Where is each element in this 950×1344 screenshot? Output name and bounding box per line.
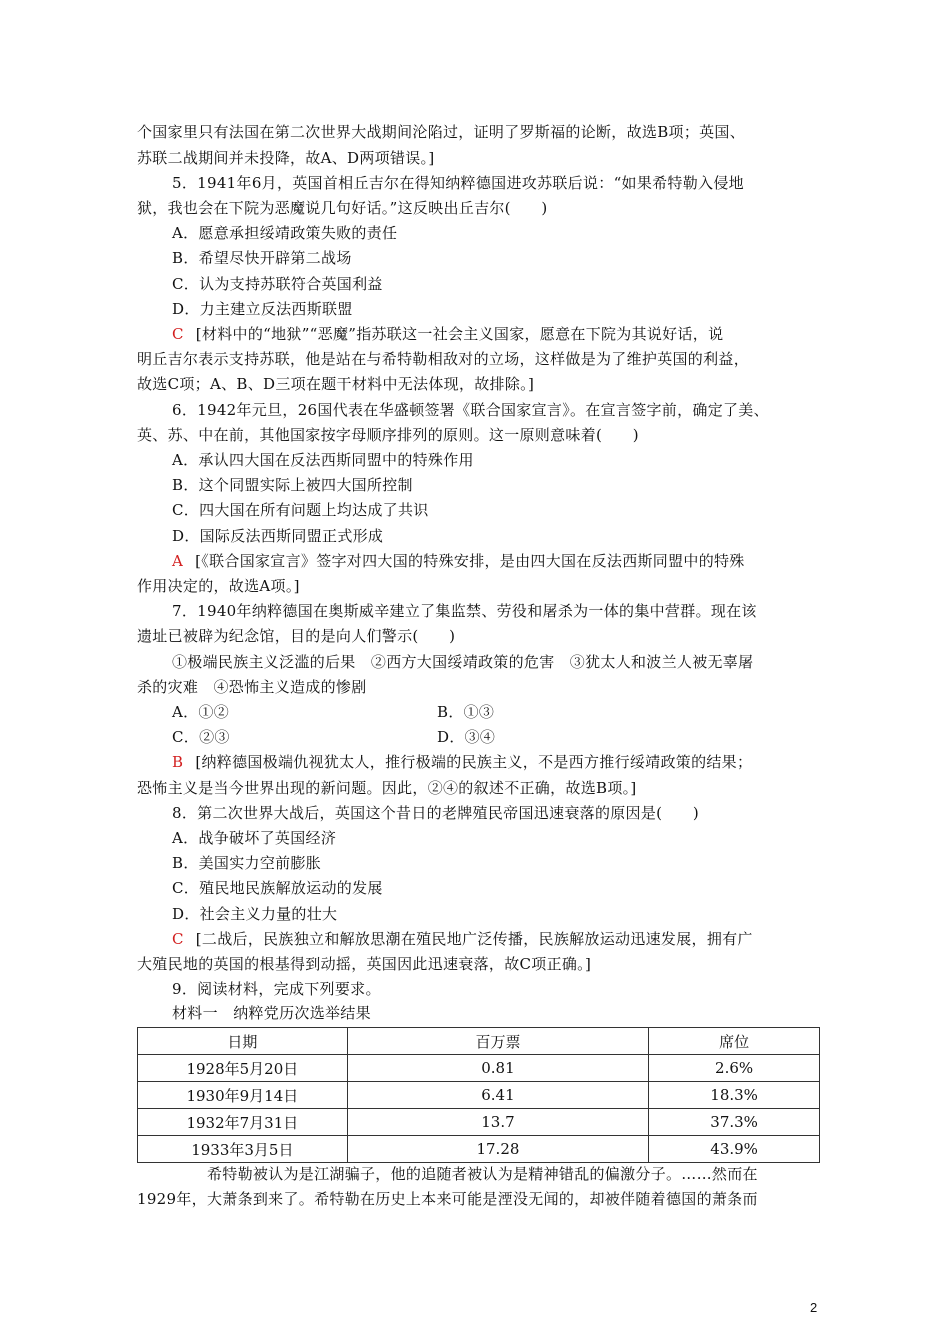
q7-option-d: D．③④ <box>437 728 496 746</box>
q5-explanation-2: 明丘吉尔表示支持苏联，他是站在与希特勒相敌对的立场，这样做是为了维护英国的利益， <box>137 350 750 368</box>
cell-votes: 0.81 <box>347 1055 649 1082</box>
cell-seats: 18.3% <box>649 1082 820 1109</box>
cell-seats: 43.9% <box>649 1136 820 1163</box>
header-votes: 百万票 <box>347 1028 649 1055</box>
q7-items-2: 杀的灾难 ④恐怖主义造成的惨剧 <box>137 678 367 696</box>
q7-options-row-1 <box>172 700 855 725</box>
table-row <box>138 1082 820 1109</box>
page-number: 2 <box>810 1300 818 1315</box>
q7-items-1: ①极端民族主义泛滥的后果 ②西方大国绥靖政策的危害 ③犹太人和波兰人被无辜屠 <box>172 653 754 671</box>
q5-option-d: D．力主建立反法西斯联盟 <box>172 300 353 318</box>
q6-option-d: D．国际反法西斯同盟正式形成 <box>172 527 384 545</box>
cell-date: 1933年3月5日 <box>138 1136 348 1163</box>
q9-material-text-2: 1929年，大萧条到来了。希特勒在历史上本来可能是湮没无闻的，却被伴随着德国的萧条而 <box>137 1190 758 1208</box>
q5-answer: C <box>172 325 184 343</box>
header-date: 日期 <box>138 1028 348 1055</box>
cell-votes: 17.28 <box>347 1136 649 1163</box>
q7-options-row-2 <box>172 725 855 750</box>
table-row <box>138 1055 820 1082</box>
q7-option-b: B．①③ <box>437 703 495 721</box>
cell-date: 1932年7月31日 <box>138 1109 348 1136</box>
q5-option-c: C．认为支持苏联符合英国利益 <box>172 275 383 293</box>
table-row <box>138 1109 820 1136</box>
q8-stem: 8．第二次世界大战后，英国这个昔日的老牌殖民帝国迅速衰落的原因是( ) <box>172 804 700 822</box>
q6-option-b: B．这个同盟实际上被四大国所控制 <box>172 476 413 494</box>
cell-votes: 13.7 <box>347 1109 649 1136</box>
table-header-row <box>138 1028 820 1055</box>
q6-stem-1: 6．1942年元旦，26国代表在华盛顿签署《联合国家宣言》。在宣言签字前，确定了美、 <box>172 401 769 419</box>
q8-option-d: D．社会主义力量的壮大 <box>172 905 338 923</box>
header-seats: 席位 <box>649 1028 820 1055</box>
q7-answer: B <box>172 753 184 771</box>
q6-answer: A <box>172 552 184 570</box>
q7-explanation-1: B [纳粹德国极端仇视犹太人，推行极端的民族主义，不是西方推行绥靖政策的结果； <box>172 753 753 771</box>
q8-option-c: C．殖民地民族解放运动的发展 <box>172 879 383 897</box>
q7-explanation-2: 恐怖主义是当今世界出现的新问题。因此，②④的叙述不正确，故选B项。] <box>137 779 637 797</box>
q7-stem-1: 7．1940年纳粹德国在奥斯威辛建立了集监禁、劳役和屠杀为一体的集中营群。现在该 <box>172 602 757 620</box>
q8-option-a: A．战争破坏了英国经济 <box>172 829 337 847</box>
q5-stem-2: 狱，我也会在下院为恶魔说几句好话。”这反映出丘吉尔( ) <box>137 199 548 217</box>
intro-line-1: 个国家里只有法国在第二次世界大战期间沦陷过，证明了罗斯福的论断，故选B项；英国、 <box>137 123 746 141</box>
cell-seats: 2.6% <box>649 1055 820 1082</box>
q8-explanation-2: 大殖民地的英国的根基得到动摇，英国因此迅速衰落，故C项正确。] <box>137 955 592 973</box>
q8-explanation-1: C [二战后，民族独立和解放思潮在殖民地广泛传播，民族解放运动迅速发展，拥有广 <box>172 930 753 948</box>
q6-explanation-1: A [《联合国家宣言》签字对四大国的特殊安排，是由四大国在反法西斯同盟中的特殊 <box>172 552 745 570</box>
q7-stem-2: 遗址已被辟为纪念馆，目的是向人们警示( ) <box>137 627 456 645</box>
q6-option-a: A．承认四大国在反法西斯同盟中的特殊作用 <box>172 451 474 469</box>
cell-votes: 6.41 <box>347 1082 649 1109</box>
election-results-table <box>137 1027 820 1163</box>
q7-option-a: A．①② <box>172 703 230 721</box>
q9-material-text-1: 希特勒被认为是江湖骗子，他的追随者被认为是精神错乱的偏激分子。……然而在 <box>207 1165 758 1183</box>
intro-line-2: 苏联二战期间并未投降，故A、D两项错误。] <box>137 149 435 167</box>
table-row <box>138 1136 820 1163</box>
cell-date: 1928年5月20日 <box>138 1055 348 1082</box>
q5-option-b: B．希望尽快开辟第二战场 <box>172 249 352 267</box>
q7-option-c: C．②③ <box>172 728 230 746</box>
q5-explanation-1: C [材料中的“地狱”“恶魔”指苏联这一社会主义国家，愿意在下院为其说好话，说 <box>172 325 724 343</box>
q5-explanation-3: 故选C项；A、B、D三项在题干材料中无法体现，故排除。] <box>137 375 535 393</box>
q9-material-title: 材料一 纳粹党历次选举结果 <box>172 1004 371 1022</box>
q5-option-a: A．愿意承担绥靖政策失败的责任 <box>172 224 398 242</box>
q6-explanation-2: 作用决定的，故选A项。] <box>137 577 300 595</box>
q6-stem-2: 英、苏、中在前，其他国家按字母顺序排列的原则。这一原则意味着( ) <box>137 426 639 444</box>
cell-seats: 37.3% <box>649 1109 820 1136</box>
q6-option-c: C．四大国在所有问题上均达成了共识 <box>172 501 429 519</box>
q8-answer: C <box>172 930 184 948</box>
q8-option-b: B．美国实力空前膨胀 <box>172 854 322 872</box>
q5-stem-1: 5．1941年6月，英国首相丘吉尔在得知纳粹德国进攻苏联后说：“如果希特勒入侵地 <box>172 174 744 192</box>
cell-date: 1930年9月14日 <box>138 1082 348 1109</box>
q9-stem: 9．阅读材料，完成下列要求。 <box>172 980 381 998</box>
